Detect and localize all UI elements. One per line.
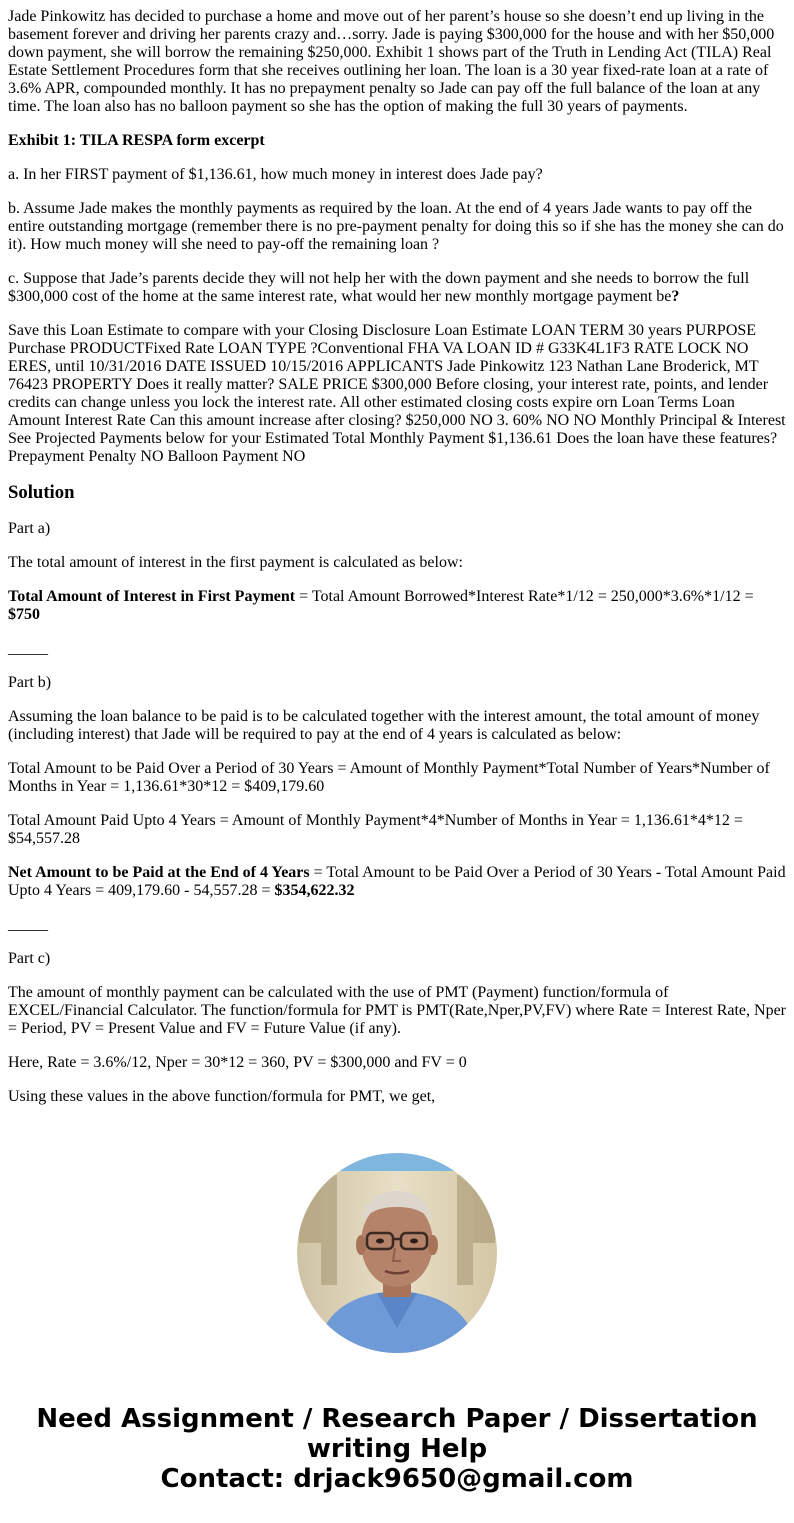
- author-avatar: [297, 1153, 497, 1353]
- banner-headline: Need Assignment / Research Paper / Dissertation writing Help: [36, 1404, 758, 1464]
- part-a-result: Total Amount of Interest in First Payment = Total Amount Borrowed*Interest Rate*1/12 = 250,000*3.6%*1/12 = $750: [8, 588, 754, 623]
- part-c-intro: The amount of monthly payment can be calculated with the use of PMT (Payment) function/formula of EXCEL/Financial Calculator. The function/formula for PMT is PMT(Rate,Nper,PV,FV) where Rate = Interest Rate, Nper = Period, PV = Present Value and FV = Future Value (if any).: [8, 984, 786, 1037]
- part-a-label: Part a): [8, 520, 51, 537]
- part-c-label: Part c): [8, 950, 51, 967]
- separator: _____: [8, 640, 48, 657]
- solution-heading: Solution: [8, 482, 75, 503]
- author-portrait-image: [297, 1153, 497, 1353]
- document-body: [8, 8, 786, 1122]
- part-a-intro: The total amount of interest in the first payment is calculated as below:: [8, 554, 463, 571]
- question-intro: Jade Pinkowitz has decided to purchase a home and move out of her parent’s house so she doesn’t end up living in the basement forever and driving her parents crazy and…sorry. Jade is paying $300,000 for the house and with her $50,000 down payment, she will borrow the remaining $250,000. Exhibit 1 shows part of the Truth in Lending Act (TILA) Real Estate Settlement Procedures form that she receives outlining her loan. The loan is a 30 year fixed-rate loan at a rate of 3.6% APR, compounded monthly. It has no prepayment penalty so Jade can pay off the full balance of the loan at any time. The loan also has no balloon payment so she has the option of making the full 30 years of payments.: [8, 8, 775, 115]
- part-b-result: Net Amount to be Paid at the End of 4 Years = Total Amount to be Paid Over a Period of 30 Years - Total Amount Paid Upto 4 Years = 409,179.60 - 54,557.28 = $354,622.32: [8, 864, 786, 899]
- question-part-a: a. In her FIRST payment of $1,136.61, how much money in interest does Jade pay?: [8, 166, 543, 183]
- question-part-b: b. Assume Jade makes the monthly payments as required by the loan. At the end of 4 years Jade wants to pay off the entire outstanding mortgage (remember there is no pre-payment penalty for doing this so if she has the money she can do it). How much money will she need to pay-off the remaining loan ?: [8, 200, 784, 253]
- exhibit-title: Exhibit 1: TILA RESPA form excerpt: [8, 132, 265, 149]
- part-c-using: Using these values in the above function/formula for PMT, we get,: [8, 1088, 436, 1105]
- exhibit-text: Save this Loan Estimate to compare with your Closing Disclosure Loan Estimate LOAN TERM 30 years PURPOSE Purchase PRODUCTFixed Rate LOAN TYPE ?Conventional FHA VA LOAN ID # G33K4L1F3 RATE LOCK NO ERES, until 10/31/2016 DATE ISSUED 10/15/2016 APPLICANTS Jade Pinkowitz 123 Nathan Lane Broderick, MT 76423 PROPERTY Does it really matter? SALE PRICE $300,000 Before closing, your interest rate, points, and lender credits can change unless you lock the interest rate. All other estimated closing costs expire orn Loan Terms Loan Amount Interest Rate Can this amount increase after closing? $250,000 NO 3. 60% NO NO Monthly Principal & Interest See Projected Payments below for your Estimated Total Monthly Payment $1,136.61 Does the loan have these features? Prepayment Penalty NO Balloon Payment NO: [8, 322, 786, 465]
- banner-contact-email: Contact: drjack9650@gmail.com: [160, 1464, 634, 1494]
- separator: _____: [8, 916, 48, 933]
- question-part-c: c. Suppose that Jade’s parents decide they will not help her with the down payment and she needs to borrow the full $300,000 cost of the home at the same interest rate, what would her new monthly mortgage payment be?: [8, 270, 750, 305]
- part-b-line-1: Total Amount to be Paid Over a Period of 30 Years = Amount of Monthly Payment*Total Number of Years*Number of Months in Year = 1,136.61*30*12 = $409,179.60: [8, 760, 770, 795]
- contact-banner: [0, 1404, 794, 1494]
- part-b-label: Part b): [8, 674, 52, 691]
- part-c-values: Here, Rate = 3.6%/12, Nper = 30*12 = 360, PV = $300,000 and FV = 0: [8, 1054, 467, 1071]
- part-b-intro: Assuming the loan balance to be paid is to be calculated together with the interest amount, the total amount of money (including interest) that Jade will be required to pay at the end of 4 years is calculated as below:: [8, 708, 760, 743]
- part-b-line-2: Total Amount Paid Upto 4 Years = Amount of Monthly Payment*4*Number of Months in Year = 1,136.61*4*12 = $54,557.28: [8, 812, 743, 847]
